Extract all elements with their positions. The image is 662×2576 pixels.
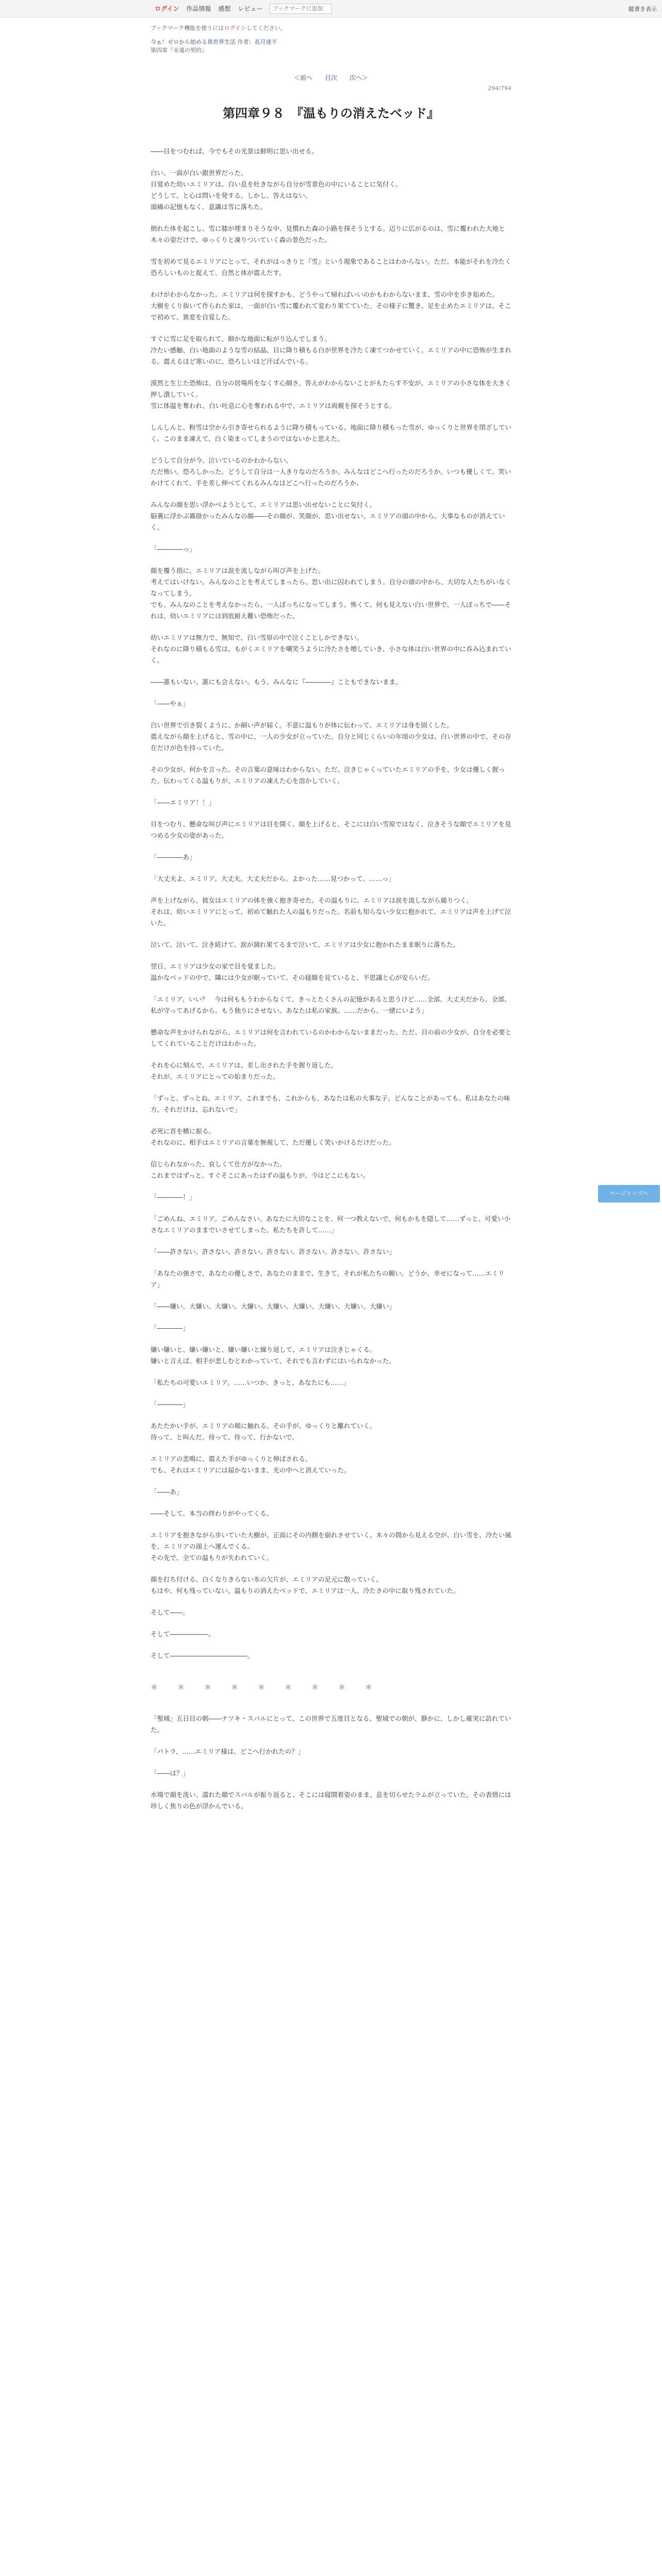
author-link[interactable]: 長月達平 [254, 39, 277, 45]
paragraph: 嫌い嫌いと、嫌い嫌いと、嫌い嫌いと繰り返して、エミリアは泣きじゃくる。 嫌いと言えば、相手が悲しむとわかっていて、それでも言わずにはいられなかった。 [151, 1346, 395, 1365]
paragraph: 「――エミリア！！」 [151, 799, 216, 806]
vertical-display-link[interactable]: 縦書き表示 [628, 5, 657, 12]
login-link[interactable]: ログイン [155, 5, 179, 12]
paragraph: 雪を初めて見るエミリアにとって、それがはっきりと『雪』という現象であることはわからない。ただ、本能がそれを冷たく恐ろしいものと捉えて、自然と体が震えだす。 [151, 258, 511, 277]
paragraph: 「エミリア、いい？ 今は何ももうわからなくて、きっとたくさんの記憶があると思うけど……全部、大丈夫だから。全部、私が守ってあげるから。もう独りにさせない。あなたは私の家族。……だから、一緒にいよう」 [151, 995, 511, 1014]
paragraph: あたたかい手が、エミリアの頬に触れる。その手が、ゆっくりと離れていく。 待って、と叫んだ。待って、待って、行かないで。 [151, 1422, 376, 1441]
paragraph: 水場で顔を洗い、濡れた顔でスバルが振り返ると、そこには寝間着姿のまま、息を切らせたラムが立っていた。その表情には珍しく焦りの色が浮かんでいる。 [151, 1791, 511, 1810]
chapter-body [151, 146, 511, 1662]
paragraph: 「大丈夫よ、エミリア。大丈夫。大丈夫だから。よかった……見つかって、……っ」 [151, 875, 395, 883]
paragraph: 「聖域」五日目の朝――ナツキ・スバルにとって、この世界で五度目となる、聖域での朝が、静かに、しかし確実に訪れていた。 [151, 1715, 511, 1734]
paragraph: ――そして、本当の終わりがやってくる。 [151, 1510, 273, 1517]
arc-title: 第四章『永遠の契約』 [151, 47, 207, 54]
paragraph: 必死に首を横に振る。 それなのに、相手はエミリアの言葉を無視して、ただ優しく笑いかけるだけだった。 [151, 1127, 395, 1146]
paragraph: すぐに雪に足を取られて、細かな地面に転がり込んでしまう。 冷たい感触、白い地面のような雪の結晶、目に降り積もる白が世界を冷たく凍てつかせていく。エミリアの中に恐怖が生まれる。震えるほど寒いのに、恐ろしいほど汗ばんでいる。 [151, 335, 511, 365]
paragraph: 「――許さない。許さない。許さない。許さない。許さない。許さない。許さない」 [151, 1248, 396, 1256]
paragraph: ――目をつむれば、今でもその光景は鮮明に思い出せる。 [151, 147, 319, 155]
toc-link[interactable]: 目次 [324, 74, 337, 81]
bookmark-add-field[interactable] [270, 4, 332, 14]
paragraph: 「――は？」 [151, 1769, 190, 1777]
paragraph: 「ごめんね、エミリア。ごめんなさい。あなたに大切なことを、何一つ教えないで、何もかもを隠して……ずっと、可愛い小さなエミリアのままでいさせてしまった。私たちを許して……」 [151, 1215, 511, 1234]
paragraph: それを心に刻んで、エミリアは、差し出された手を握り返した。 それが、エミリアにとっての始まりだった。 [151, 1061, 338, 1080]
paragraph: 顔を覆う指に、エミリアは涙を流しながら叫び声を上げた。 考えてはいけない。みんなのことを考えてしまったら、思い出に囚われてしまう。自分の頭の中から、大切な人たちがいなくなってしまう。 でも、みんなのことを考えなかったら、一人ぼっちになってしまう。怖くて、何も見えない白い世界で、一人ぼっちで――それは、幼いエミリアには到底耐え難い恐怖だった。 [151, 567, 512, 620]
paragraph: 顔を打ち付ける、白くなりきらない氷の欠片が、エミリアの足元に散っていく。 もはや、何も残っていない。温もりの消えたベッドで、エミリアは一人、冷たさの中に取り残されていた。 [151, 1575, 460, 1595]
nav-work-info[interactable]: 作品情報 [186, 5, 211, 12]
paragraph: そして――――――。 [151, 1630, 216, 1638]
nav-impressions[interactable]: 感想 [218, 5, 231, 12]
chapter-title: 第四章９８ 『温もりの消えたベッド』 [223, 106, 439, 121]
paragraph: 「あなたの強さで、あなたの優しさで、あなたのままで、生きて。それが私たちの願い。どうか、幸せになって……エミリア」 [151, 1269, 505, 1289]
paragraph: 「――あ」 [151, 1488, 183, 1496]
paragraph: 漠然と生じた恐怖は、自分の居場所をなくす心細さ。答えがわからないことがもたらす不安が、エミリアの小さな体を大きく押し潰していく。 雪に体温を奪われ、白い吐息に心を奪われる中で、エミリアは両親を探そうとする。 [151, 379, 511, 410]
bookmark-notice [151, 24, 511, 32]
paragraph: どうして自分が今、泣いているのかわからない。 ただ怖い。恐ろしかった。どうして自分は一人きりなのだろうか。みんなはどこへ行ったのだろうか。いつも優しくて、笑いかけてくれて、手を差し伸べてくれるみんなはどこへ行ったのだろうか。 [151, 456, 511, 487]
paragraph: わけがわからなかった。エミリアは何を探すかも、どうやって帰ればいいのかもわからないまま、雪の中を歩き始めた。 大樹をくり抜いて作られた家は、一面が白い雪に覆われて変わり果てていた。その様子に驚き、足を止めたエミリアは、そこで初めて、異変を自覚した。 [151, 291, 511, 321]
top-navigation-bar [0, 0, 662, 18]
paragraph: その少女が、何かを言った。その言葉の意味はわからない。ただ、泣きじゃくっていたエミリアの手を、少女は優しく握った。伝わってくる温もりが、エミリアの凍えた心を溶かしていく。 [151, 766, 505, 785]
author-label: 作者： [237, 39, 255, 45]
paragraph: ――誰もいない。誰にも会えない。もう、みんなに『――――』こともできないまま。 [151, 678, 402, 686]
page-top-button[interactable]: ページトップへ [598, 1185, 660, 1202]
paragraph: 翌日、エミリアは少女の家で目を覚ました。 温かなベッドの中で、隣には少女が眠っていて、その寝顔を見ていると、不思議と心が安らいだ。 [151, 962, 434, 981]
paragraph: 「――――！」 [151, 1193, 196, 1201]
paragraph: 懸命な声をかけられながら、エミリアは何を言われているのかわからないままだった。ただ、目の前の少女が、自分を必要としてくれていることだけはわかった。 [151, 1028, 512, 1047]
notice-prefix: ブックマーク機能を使うには [151, 25, 224, 31]
paragraph: 「――――っ」 [151, 545, 196, 553]
paragraph: 白い、一面が白い銀世界だった。 目覚めた幼いエミリアは、白い息を吐きながら自分が雪景色の中にいることに気付く。 どうして、と心は問いを発する。しかし、答えはない。 頭痛の記憶もなく、意識は雪に落ちた。 [151, 169, 402, 211]
main-content [151, 24, 511, 1812]
paragraph: 「――嫌い。大嫌い。大嫌い。大嫌い。大嫌い。大嫌い。大嫌い。大嫌い。大嫌い」 [151, 1302, 396, 1310]
page-count: 294/794 [488, 85, 511, 92]
notice-suffix: してください。 [246, 25, 286, 31]
novel-title-link[interactable]: 今ぁ！ゼロから始める異世界生活 [151, 39, 236, 45]
next-chapter-link[interactable]: 次へ＞ [349, 74, 368, 81]
breadcrumb [151, 38, 511, 55]
nav-reviews[interactable]: レビュー [238, 5, 263, 12]
paragraph: 信じられなかった。哀しくて仕方がなかった。 これまではずっと、すぐそこにあったはずの温もりが、今はどこにもない。 [151, 1160, 370, 1179]
paragraph: 「私たちの可愛いエミリア。……いつか、きっと、あなたにも……」 [151, 1379, 350, 1386]
prev-chapter-link[interactable]: ＜前へ [294, 74, 313, 81]
paragraph: エミリアを抱きながら歩いていた大樹が、正面にその内側を崩れさせていく。木々の間から見える空が、白い雪を、冷たい風を、エミリアの頭上へ運んでくる。 その先で、全ての温もりが失われていく。 [151, 1531, 511, 1562]
paragraph: 声を上げながら、彼女はエミリアの体を強く抱き寄せた。その温もりに、エミリアは涙を流しながら縋りつく。 それは、幼いエミリアにとって、初めて触れた人の温もりだった。名前も知らない少女に抱かれて、エミリアは声を上げて泣いた。 [151, 896, 511, 927]
paragraph: 「パトラ、……エミリア様は、どこへ行かれたの？」 [151, 1748, 305, 1755]
paragraph: 「――やぁ」 [151, 700, 190, 707]
paragraph: 倒れた体を起こし、雪に膝が埋まりそうな中、見慣れた森の小路を探そうとする。辺りに広がるのは、雪に覆われた大地と木々の姿だけで、ゆっくりと凍りついていく森の景色だった。 [151, 225, 505, 244]
paragraph: 泣いて、泣いて、泣き続けて、涙が涸れ果てるまで泣いて、エミリアは少女に抱かれたまま眠りに落ちた。 [151, 941, 460, 948]
paragraph: 白い世界で引き裂くように、か細い声が届く。不意に温もりが体に伝わって、エミリアは身を固くした。 震えながら顔を上げると、雪の中に、一人の少女が立っていた。自分と同じくらいの年頃の少女は、白い世界の中で、その存在だけが色を持っていた。 [151, 721, 511, 752]
paragraph: みんなの顔を思い浮かべようとして、エミリアは思い出せないことに気付く。 脳裏に浮かぶ霧掛かったみんなの顔――その顔が、笑顔が、思い出せない。エミリアの頭の中から、大事なものが消えていく。 [151, 501, 505, 531]
notice-login-link[interactable]: ログイン [224, 25, 246, 31]
paragraph: エミリアの悲鳴に、震えた手がゆっくりと伸ばされる。 でも、それはエミリアには届かないまま、光の中へと消えていった。 [151, 1455, 351, 1474]
section-separator: ＊ ＊ ＊ ＊ ＊ ＊ ＊ ＊ ＊ [151, 1684, 378, 1692]
paragraph: 目をつむり、懸命な叫び声にエミリアは目を開く。顔を上げると、そこには白い雪原ではなく、泣きそうな顔でエミリアを見つめる少女の姿があった。 [151, 820, 511, 839]
paragraph: そして――――――――――――。 [151, 1652, 254, 1659]
paragraph: 「――――」 [151, 1324, 190, 1332]
chapter-body-continued [151, 1713, 511, 1812]
paragraph: 幼いエミリアは無力で、無知で、白い雪原の中で泣くことしかできない。 それなのに降り積もる雪は、もがくエミリアを嘲笑うように冷たさを増していき、小さな体は白い世界の中に呑み込まれていく。 [151, 634, 511, 664]
paragraph: そして――。 [151, 1608, 190, 1616]
paragraph: しんしんと、粉雪は空から引き寄せられるように降り積もっている。地面に降り積もった雪が、ゆっくりと世界を閉ざしていく。このまま凍えて、白く染まってしまうのではないかと思えた。 [151, 423, 511, 443]
paragraph: 「――――」 [151, 1400, 190, 1408]
chapter-pager [151, 73, 511, 82]
paragraph: 「――――あ」 [151, 853, 196, 861]
paragraph: 「ずっと、ずっとね、エミリア。これまでも、これからも、あなたは私の大事な子。どんなことがあっても、私はあなたの味方。それだけは、忘れないで」 [151, 1094, 510, 1113]
